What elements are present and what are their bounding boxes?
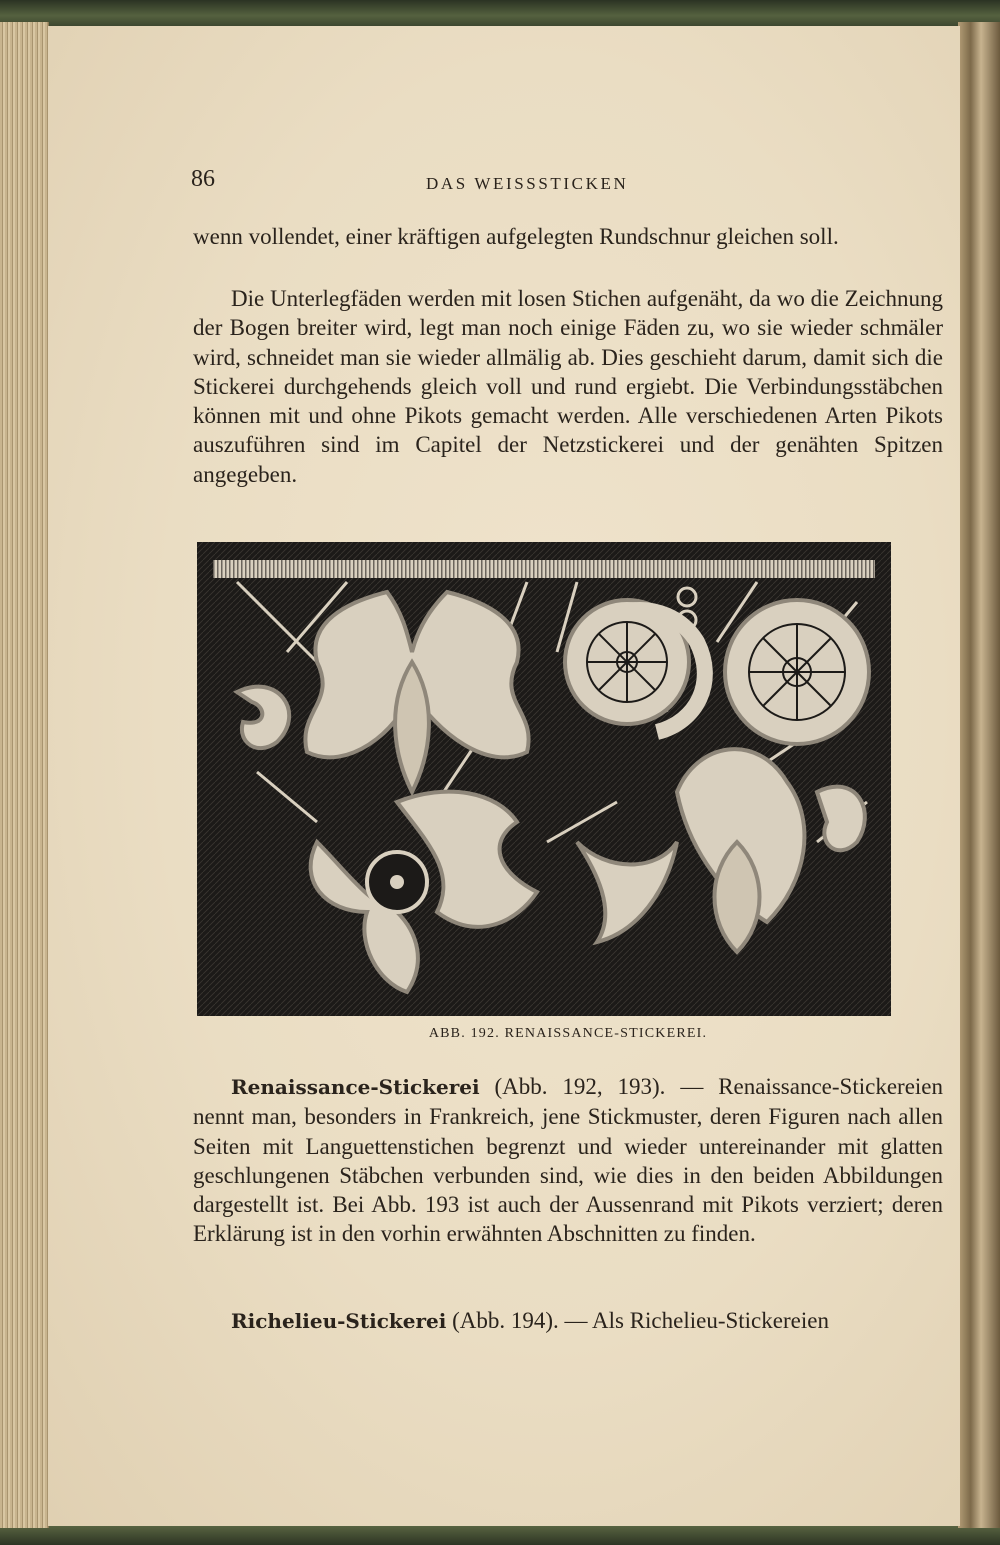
paragraph-4-text: (Abb. 194). — Als Richelieu-Stickereien bbox=[446, 1308, 829, 1333]
paragraph-3 bbox=[193, 1072, 943, 1249]
paragraph-3-text: (Abb. 192, 193). — Renaissance-Stickereien nennt man, besonders in Frankreich, jene Stickmuster, deren Figuren nach allen Seiten mit Languettenstichen begrenzt und wieder untereinander mit glatten geschlungenen Stäbchen verbunden sind, wie dies in den beiden Abbildungen dargestellt ist. Bei Abb. 193 ist auch der Aussenrand mit Pikots verziert; deren Erklärung ist in den vorhin erwähnten Abschnitten zu finden. bbox=[193, 1074, 943, 1247]
paragraph-1: wenn vollendet, einer kräftigen aufgelegten Rundschnur gleichen soll. bbox=[193, 224, 839, 249]
book-cover-bottom bbox=[0, 1525, 1000, 1545]
paragraph-3-heading: Renaissance-Stickerei bbox=[231, 1075, 480, 1099]
page-edges-left bbox=[0, 22, 49, 1528]
figure-caption: ABB. 192. RENAISSANCE-STICKEREI. bbox=[428, 1026, 708, 1041]
paragraph-4 bbox=[193, 1306, 943, 1336]
paragraph-2: Die Unterlegfäden werden mit losen Stichen aufgenäht, da wo die Zeichnung der Bogen breiter wird, legt man noch einige Fäden zu, wo sie wieder schmäler wird, schneidet man sie wieder allmälig ab. Dies geschieht darum, damit sich die Stickerei durchgehends gleich voll und rund ergiebt. Die Verbindungsstäbchen können mit und ohne Pikots gemacht werden. Alle verschiedenen Arten Pikots auszuführen sind im Capitel der Netzstickerei und der genähten Spitzen angegeben. bbox=[193, 286, 943, 487]
page-edges-right bbox=[958, 22, 1000, 1528]
lace-embroidery-illustration bbox=[197, 542, 891, 1016]
book-cover-top bbox=[0, 0, 1000, 26]
book-page bbox=[48, 26, 960, 1526]
running-head: DAS WEISSSTICKEN bbox=[426, 174, 629, 193]
paragraph-4-heading: Richelieu-Stickerei bbox=[231, 1309, 447, 1333]
page-number: 86 bbox=[191, 166, 215, 192]
